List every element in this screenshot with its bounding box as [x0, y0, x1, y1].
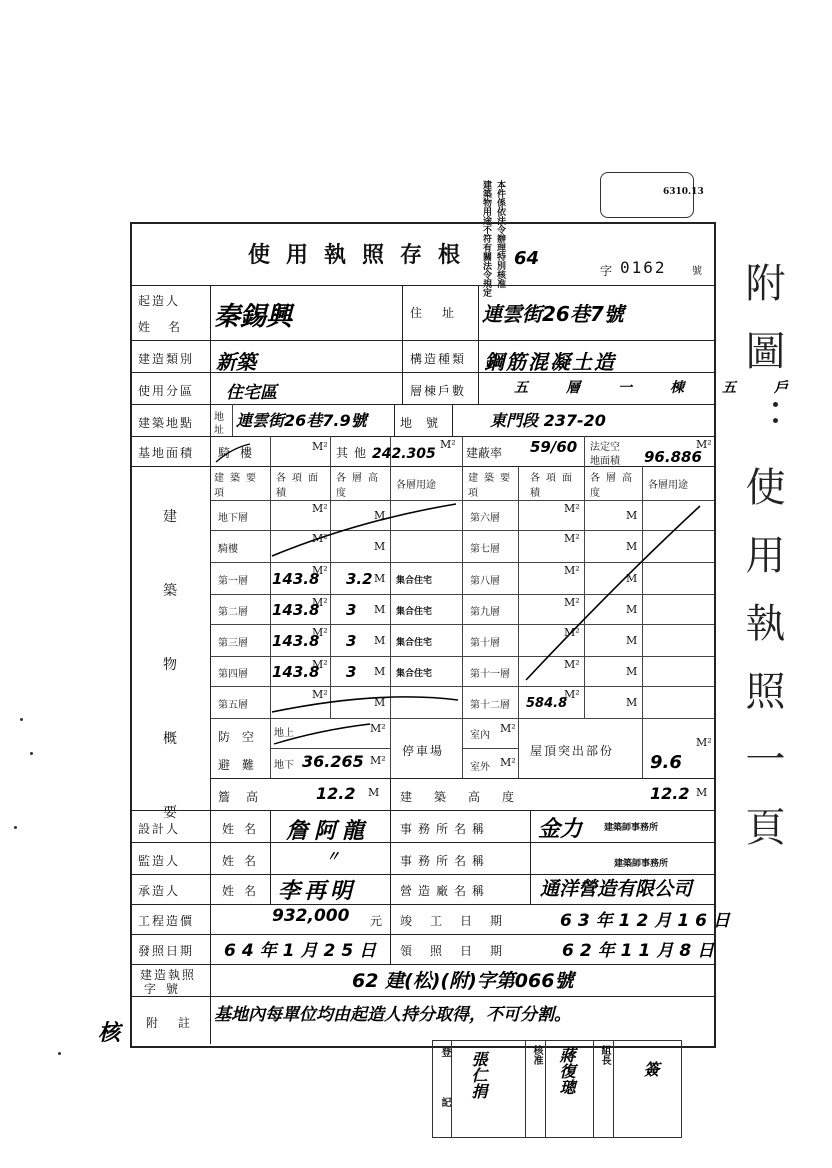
parking-in: 室內	[470, 730, 490, 741]
legal-label-2: 地面積	[590, 456, 620, 467]
serial-word: 字	[600, 264, 615, 278]
floor-area-unit: M²	[564, 596, 580, 609]
other-unit: M²	[440, 438, 456, 451]
cost-unit: 元	[370, 914, 385, 928]
floors-value: 五層一棟五戶	[514, 380, 826, 396]
complete-label: 竣工日期	[400, 914, 521, 928]
bheight-value: 12.2	[650, 784, 690, 803]
floor-area: 584.8	[526, 696, 568, 711]
top-note-1: 建築物用途不符有關法令規定	[481, 180, 491, 297]
roof-unit: M²	[696, 736, 712, 749]
legal-value: 96.886	[644, 448, 702, 466]
company-value: 通洋營造有限公司	[540, 878, 693, 900]
floor-area-unit: M²	[564, 564, 580, 577]
floor-use: 集合住宅	[396, 607, 433, 617]
contractor-name-label: 姓名	[222, 884, 267, 898]
floor-label: 第二層	[218, 607, 248, 618]
floor-area: 143.8	[272, 663, 320, 681]
floor-height: 3	[346, 663, 357, 681]
arcade-label: 騎樓	[218, 446, 263, 460]
eave-label: 簷高	[218, 790, 275, 804]
office-value: 金力	[538, 817, 583, 842]
supervisor-name-label: 姓名	[222, 854, 267, 868]
zone-label: 使用分區	[138, 384, 195, 398]
col-area-right: 各項面積	[530, 473, 578, 499]
stamp-text-b: 蔣復璁	[557, 1047, 576, 1095]
floor-label: 地下層	[218, 513, 248, 524]
parking-label: 停車場	[402, 744, 445, 758]
shelter-above-unit: M²	[370, 722, 386, 735]
floor-area: 143.8	[272, 601, 320, 619]
floor-label: 第六層	[470, 513, 500, 524]
shelter-below-unit: M²	[370, 754, 386, 767]
top-stamp-code: 6310.13	[663, 187, 704, 197]
floor-label: 第九層	[470, 607, 500, 618]
owner-label-1: 起造人	[138, 294, 181, 308]
type-value: 新築	[216, 350, 256, 374]
lot-value: 東門段 237-20	[490, 411, 606, 430]
floor-height-unit: M	[374, 572, 386, 585]
cost-label: 工程造價	[138, 914, 195, 928]
floor-height-unit: M	[626, 509, 638, 522]
roof-label: 屋頂突出部份	[530, 744, 615, 758]
company-label: 營造廠名稱	[400, 884, 491, 898]
floor-label: 騎樓	[218, 544, 238, 555]
floor-area-unit: M²	[312, 688, 328, 701]
col-use-right: 各層用途	[648, 480, 688, 491]
owner-name: 秦錫興	[214, 302, 293, 332]
floor-height-unit: M	[374, 665, 386, 678]
coverage-label: 建蔽率	[466, 446, 503, 460]
stamp-label-c: 組長	[599, 1045, 610, 1065]
floor-area-unit: M²	[564, 688, 580, 701]
col-item-left: 建築要項	[214, 473, 262, 499]
area-label: 基地面積	[138, 446, 195, 460]
note-value: 基地內每單位均由起造人持分取得，不可分割。	[214, 1005, 571, 1025]
roof-value: 9.6	[650, 752, 682, 773]
other-value: 242.305	[372, 446, 436, 462]
col-item-right: 建築要項	[468, 473, 516, 499]
parking-in-unit: M²	[500, 722, 516, 735]
floor-label: 第十二層	[470, 700, 510, 711]
stamp-text-c: 簽	[641, 1061, 660, 1077]
col-height-left: 各層高度	[336, 473, 384, 499]
shelter-above-label: 地上	[274, 728, 294, 739]
arcade-unit: M²	[312, 440, 328, 453]
floor-height-unit: M	[626, 634, 638, 647]
col-height-right: 各層高度	[590, 473, 638, 499]
floor-label: 第十一層	[470, 669, 510, 680]
floor-area-unit: M²	[312, 532, 328, 545]
stamp-label-b: 核准	[531, 1045, 542, 1065]
supervisor-label: 監造人	[138, 854, 181, 868]
floor-area-unit: M²	[312, 658, 328, 671]
serial-suffix: 號	[692, 266, 704, 277]
shelter-label-1: 防空	[218, 730, 267, 744]
floor-area-unit: M²	[564, 658, 580, 671]
address-label: 住址	[410, 306, 475, 320]
serial-number: 0162	[620, 258, 667, 277]
supervisor-office-label: 事務所名稱	[400, 854, 491, 868]
permit-label-1: 建造執照	[140, 968, 197, 982]
floor-area: 143.8	[272, 632, 320, 650]
floor-area-unit: M²	[564, 502, 580, 515]
other-label: 其他	[336, 446, 373, 460]
col-use-left: 各層用途	[396, 480, 436, 491]
office-label: 事務所名稱	[400, 822, 491, 836]
floor-height-unit: M	[626, 540, 638, 553]
site-sub-2: 址	[214, 425, 224, 436]
shelter-below-value: 36.265	[302, 752, 364, 771]
parking-out-unit: M²	[500, 756, 516, 769]
floor-height-unit: M	[374, 603, 386, 616]
floor-height-unit: M	[626, 696, 638, 709]
legal-label-1: 法定空	[590, 442, 620, 453]
floor-label: 第八層	[470, 576, 500, 587]
designer-name-label: 姓名	[222, 822, 267, 836]
margin-right-column: 附圖：使用執照一頁	[739, 262, 785, 874]
stamp-text-a: 張仁捐	[469, 1051, 488, 1099]
floor-height: 3	[346, 632, 357, 650]
floor-height-unit: M	[626, 665, 638, 678]
bheight-unit: M	[696, 786, 708, 799]
approval-stamp-block	[432, 1040, 682, 1147]
supervisor-office-stamp: 建築師事務所	[614, 859, 669, 869]
shelter-below-label: 地下	[274, 760, 294, 771]
legal-unit: M²	[696, 438, 712, 451]
floor-area-unit: M²	[312, 626, 328, 639]
floor-label: 第七層	[470, 544, 500, 555]
floor-label: 第一層	[218, 576, 248, 587]
issue-value: 64年1月25日	[224, 941, 383, 961]
floor-label: 第四層	[218, 669, 248, 680]
receive-label: 領照日期	[400, 944, 521, 958]
office-stamp: 建築師事務所	[604, 823, 659, 833]
floor-height-unit: M	[626, 572, 638, 585]
designer-name: 詹阿龍	[286, 819, 371, 844]
site-label: 建築地點	[138, 416, 195, 430]
floor-height: 3	[346, 601, 357, 619]
cost-value: 932,000	[272, 906, 350, 926]
floor-area-unit: M²	[564, 532, 580, 545]
floor-height-unit: M	[374, 634, 386, 647]
floor-area: 143.8	[272, 570, 320, 588]
col-area-left: 各項面積	[276, 473, 324, 499]
permit-label-2: 字號	[144, 982, 189, 996]
lot-label: 地號	[400, 416, 453, 430]
floor-area-unit: M²	[312, 502, 328, 515]
type-label: 建造類別	[138, 352, 195, 366]
margin-left-char: 核	[98, 1021, 121, 1046]
note-label: 附註	[146, 1016, 211, 1030]
floor-height-unit: M	[374, 540, 386, 553]
contractor-label: 承造人	[138, 884, 181, 898]
designer-label: 設計人	[138, 822, 181, 836]
floor-area-unit: M²	[312, 564, 328, 577]
floor-height-unit: M	[374, 696, 386, 709]
serial-prefix: 64	[514, 248, 540, 269]
coverage-value: 59/60	[530, 438, 578, 456]
overview-side-label: 建築物概要	[163, 509, 177, 821]
parking-out: 室外	[470, 762, 490, 773]
floor-use: 集合住宅	[396, 669, 433, 679]
floor-area-unit: M²	[312, 596, 328, 609]
bheight-label: 建築高度	[400, 790, 537, 804]
floor-label: 第五層	[218, 700, 248, 711]
top-note-2: 本件係依法令辦理特別核准	[495, 180, 505, 288]
floor-use: 集合住宅	[396, 576, 433, 586]
issue-label: 發照日期	[138, 944, 195, 958]
site-address: 連雲街26巷7.9號	[236, 411, 367, 430]
floor-height-unit: M	[626, 603, 638, 616]
structure-label: 構造種類	[410, 352, 467, 366]
floors-label: 層棟戶數	[410, 384, 467, 398]
complete-value: 63年12月16日	[560, 911, 736, 931]
stamp-label-a: 登記	[439, 1047, 450, 1147]
eave-unit: M	[368, 786, 380, 799]
permit-value: 62 建(松)(附)字第066號	[352, 970, 574, 992]
floor-area-unit: M²	[564, 626, 580, 639]
site-sub-1: 地	[214, 412, 224, 423]
shelter-label-2: 避難	[218, 758, 267, 772]
page-title: 使用執照存根	[248, 242, 477, 268]
eave-value: 12.2	[316, 784, 356, 803]
floor-height: 3.2	[346, 570, 373, 588]
floor-label: 第三層	[218, 638, 248, 649]
owner-address: 連雲街26巷7號	[482, 302, 624, 326]
owner-label-2: 姓名	[138, 320, 199, 334]
supervisor-name: 〃	[326, 849, 340, 865]
floor-label: 第十層	[470, 638, 500, 649]
contractor-name: 李再明	[278, 879, 357, 904]
floor-height-unit: M	[374, 509, 386, 522]
receive-value: 62年11月8日	[562, 941, 721, 961]
zone-value: 住宅區	[226, 383, 277, 403]
structure-value: 鋼筋混凝土造	[484, 350, 616, 374]
floor-use: 集合住宅	[396, 638, 433, 648]
